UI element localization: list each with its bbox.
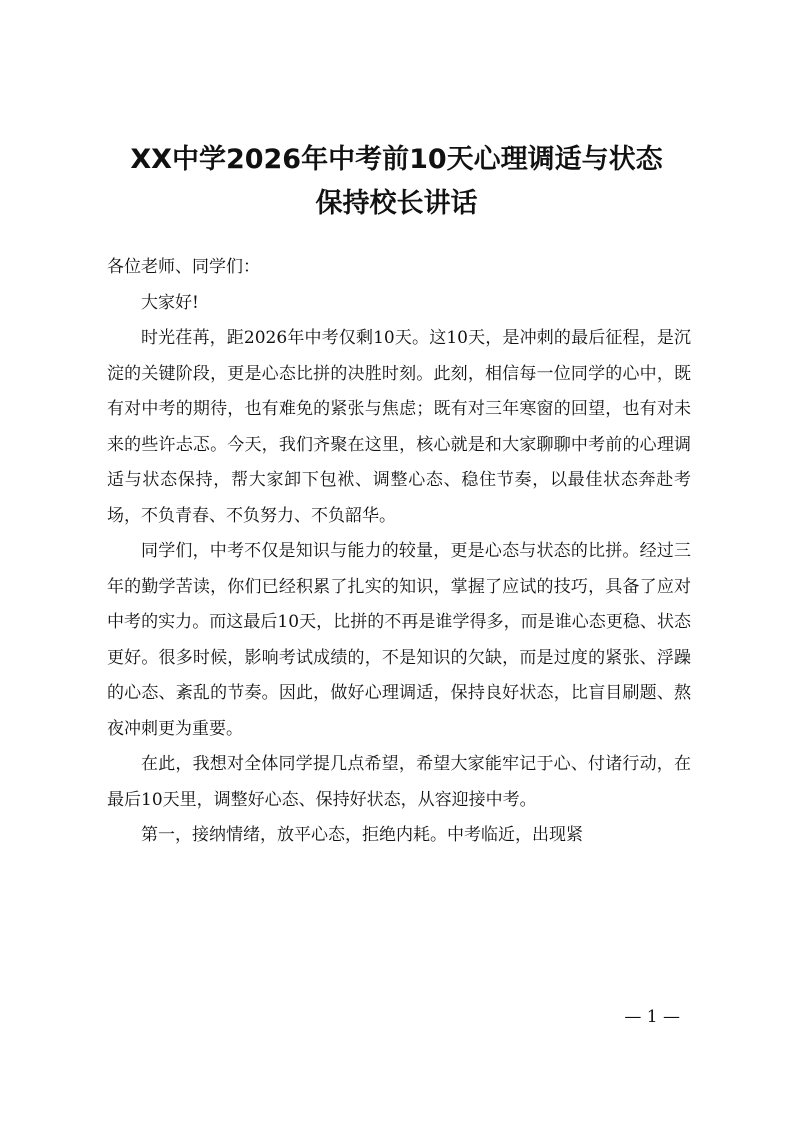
body-paragraph: 同学们，中考不仅是知识与能力的较量，更是心态与状态的比拼。经过三年的勤学苦读，你们已经积累了扎实的知识，掌握了应试的技巧，具备了应对中考的实力。而这最后10天，比拼的不再是谁学得多，而是谁心态更稳、状态更好。很多时候，影响考试成绩的，不是知识的欠缺，而是过度的紧张、浮躁的心态、紊乱的节奏。因此，做好心理调适，保持良好状态，比盲目刷题、熬夜冲刺更为重要。 [107,541,691,739]
page-number: — 1 — [624,1007,680,1027]
salutation: 各位老师、同学们： [107,257,260,277]
greeting-paragraph: 大家好! [141,292,199,313]
title-line-1: XX中学2026年中考前10天心理调适与状态 [130,144,663,175]
document-title [90,138,703,226]
document-body [107,250,691,854]
title-line-2: 保持校长讲话 [315,188,478,219]
body-paragraph: 第一，接纳情绪，放平心态，拒绝内耗。中考临近，出现紧 [141,825,583,845]
body-paragraph: 时光荏苒，距2026年中考仅剩10天。这10天，是冲刺的最后征程，是沉淀的关键阶段，更是心态比拼的决胜时刻。此刻，相信每一位同学的心中，既有对中考的期待，也有难免的紧张与焦虑；既有对三年寒窗的回望，也有对未来的些许忐忑。今天，我们齐聚在这里，核心就是和大家聊聊中考前的心理调适与状态保持，帮大家卸下包袱、调整心态、稳住节奏，以最佳状态奔赴考场，不负青春、不负努力、不负韶华。 [107,328,691,526]
body-paragraph: 在此，我想对全体同学提几点希望，希望大家能牢记于心、付诸行动，在最后10天里，调整好心态、保持好状态，从容迎接中考。 [107,754,691,810]
